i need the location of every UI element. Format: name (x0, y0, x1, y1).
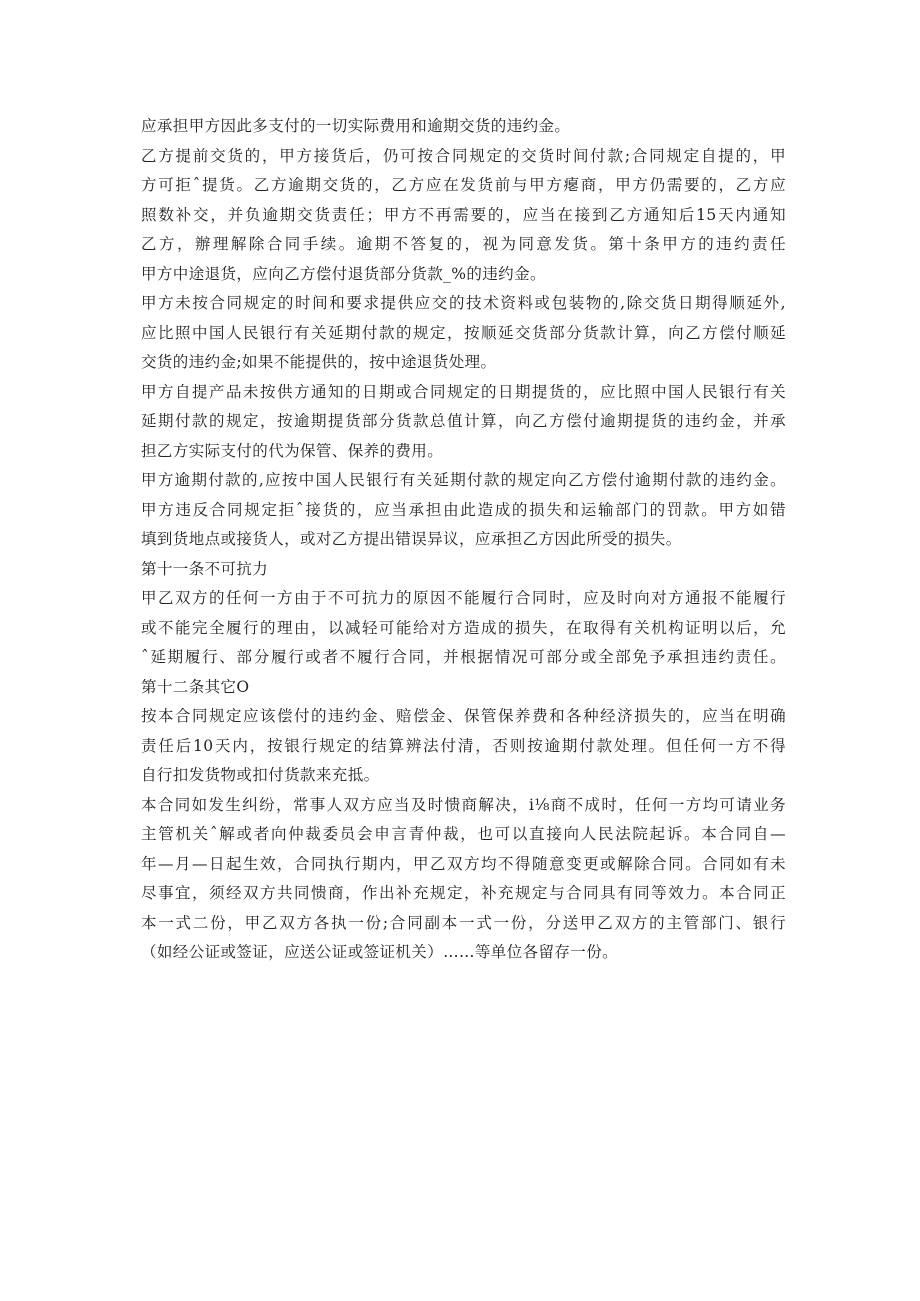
text-line: 填到货地点或接货人，或对乙方提出错误异议，应承担乙方因此所受的损失。 (141, 530, 682, 548)
section-heading: 第十二条其它O (141, 677, 250, 696)
text-line: 按本合同规定应该偿付的违约金、赔偿金、保管保养费和各种经济损失的，应当在明确 (141, 707, 786, 725)
text-line: 年—月—日起生效，合同执行期内，甲乙双方均不得随意变更或解除合同。合同如有未 (141, 854, 786, 873)
text-line: 应承担甲方因此多支付的一切实际费用和逾期交货的违约金。 (141, 117, 571, 135)
text-line: 或不能完全履行的理由，以减轻可能给对方造成的损失，在取得有关机构证明以后，允 (141, 618, 786, 637)
text-line: 责任后10天内，按银行规定的结算辨法付清，否则按逾期付款处理。但任何一方不得 (141, 736, 786, 755)
text-line: 甲方违反合同规定拒ˆ接货的，应当承担由此造成的损失和运输部门的罚款。甲方如错 (141, 500, 786, 519)
text-line: 担乙方实际支付的代为保管、保养的费用。 (141, 441, 444, 460)
text-line: 乙方，辦理解除合同手续。逾期不答复的，视为同意发货。第十条甲方的违约责任 (141, 235, 786, 253)
text-line: 甲方逾期付款的,应按中国人民银行有关延期付款的规定向乙方偿付逾期付款的违约金。 (141, 471, 786, 489)
document-body (141, 112, 786, 968)
text-line: 方可拒ˆ提货。乙方逾期交货的，乙方应在发货前与甲方瘪商，甲方仍需要的，乙方应 (141, 176, 786, 194)
text-line: 本一式二份，甲乙双方各执一份;合同副本一式一份，分送甲乙双方的主管部门、银行 (141, 913, 786, 932)
text-line: 甲方中途退货，应向乙方偿付退货部分货款_%的违约金。 (141, 264, 546, 283)
text-line: 甲方自提产品未按供方通知的日期或合同规定的日期提货的，应比照中国人民银行有关 (141, 382, 786, 401)
text-line: 乙方提前交货的，甲方接货后，仍可按合同规定的交货时间付款;合同规定自提的，甲 (141, 146, 786, 165)
text-line: 自行扣发货物或扣付货款来充抵。 (141, 766, 380, 784)
text-line: 甲方未按合同规定的时间和要求提供应交的技术资料或包装物的,除交货日期得顺延外, (141, 294, 786, 312)
text-line: ˆ延期履行、部分履行或者不履行合同，并根据情况可部分或全部免予承担违约责任。 (141, 648, 786, 666)
text-line: 照数补交，并负逾期交货责任；甲方不再需要的，应当在接到乙方通知后15天内通知 (141, 205, 786, 224)
text-line: 主管机关ˆ解或者向仲裁委员会申言青仲裁，也可以直接向人民法院起诉。本合同自— (141, 825, 786, 843)
text-line: 交货的违约金;如果不能提供的，按中途退货处理。 (141, 353, 497, 371)
text-line: 甲乙双方的任何一方由于不可抗力的原因不能履行合同时，应及时向对方通报不能履行 (141, 589, 786, 607)
text-line: 延期付款的规定，按逾期提货部分货款总值计算，向乙方偿付逾期提货的违约金，并承 (141, 412, 786, 430)
text-line: 本合同如发生纠纷，常事人双方应当及时愦商解决，i⅛商不成时，任何一方均可请业务 (141, 795, 786, 814)
text-line: 尽事宜，须经双方共同愦商，作出补充规定，补充规定与合同具有同等效力。本合同正 (141, 884, 786, 902)
text-line: 应比照中国人民银行有关延期付款的规定，按顺延交货部分货款计算，向乙方偿付顺延 (141, 323, 786, 342)
text-line: （如经公证或签证，应送公证或签证机关）……等单位各留存一份。 (141, 943, 619, 961)
section-heading: 第十一条不可抗力 (141, 559, 269, 578)
